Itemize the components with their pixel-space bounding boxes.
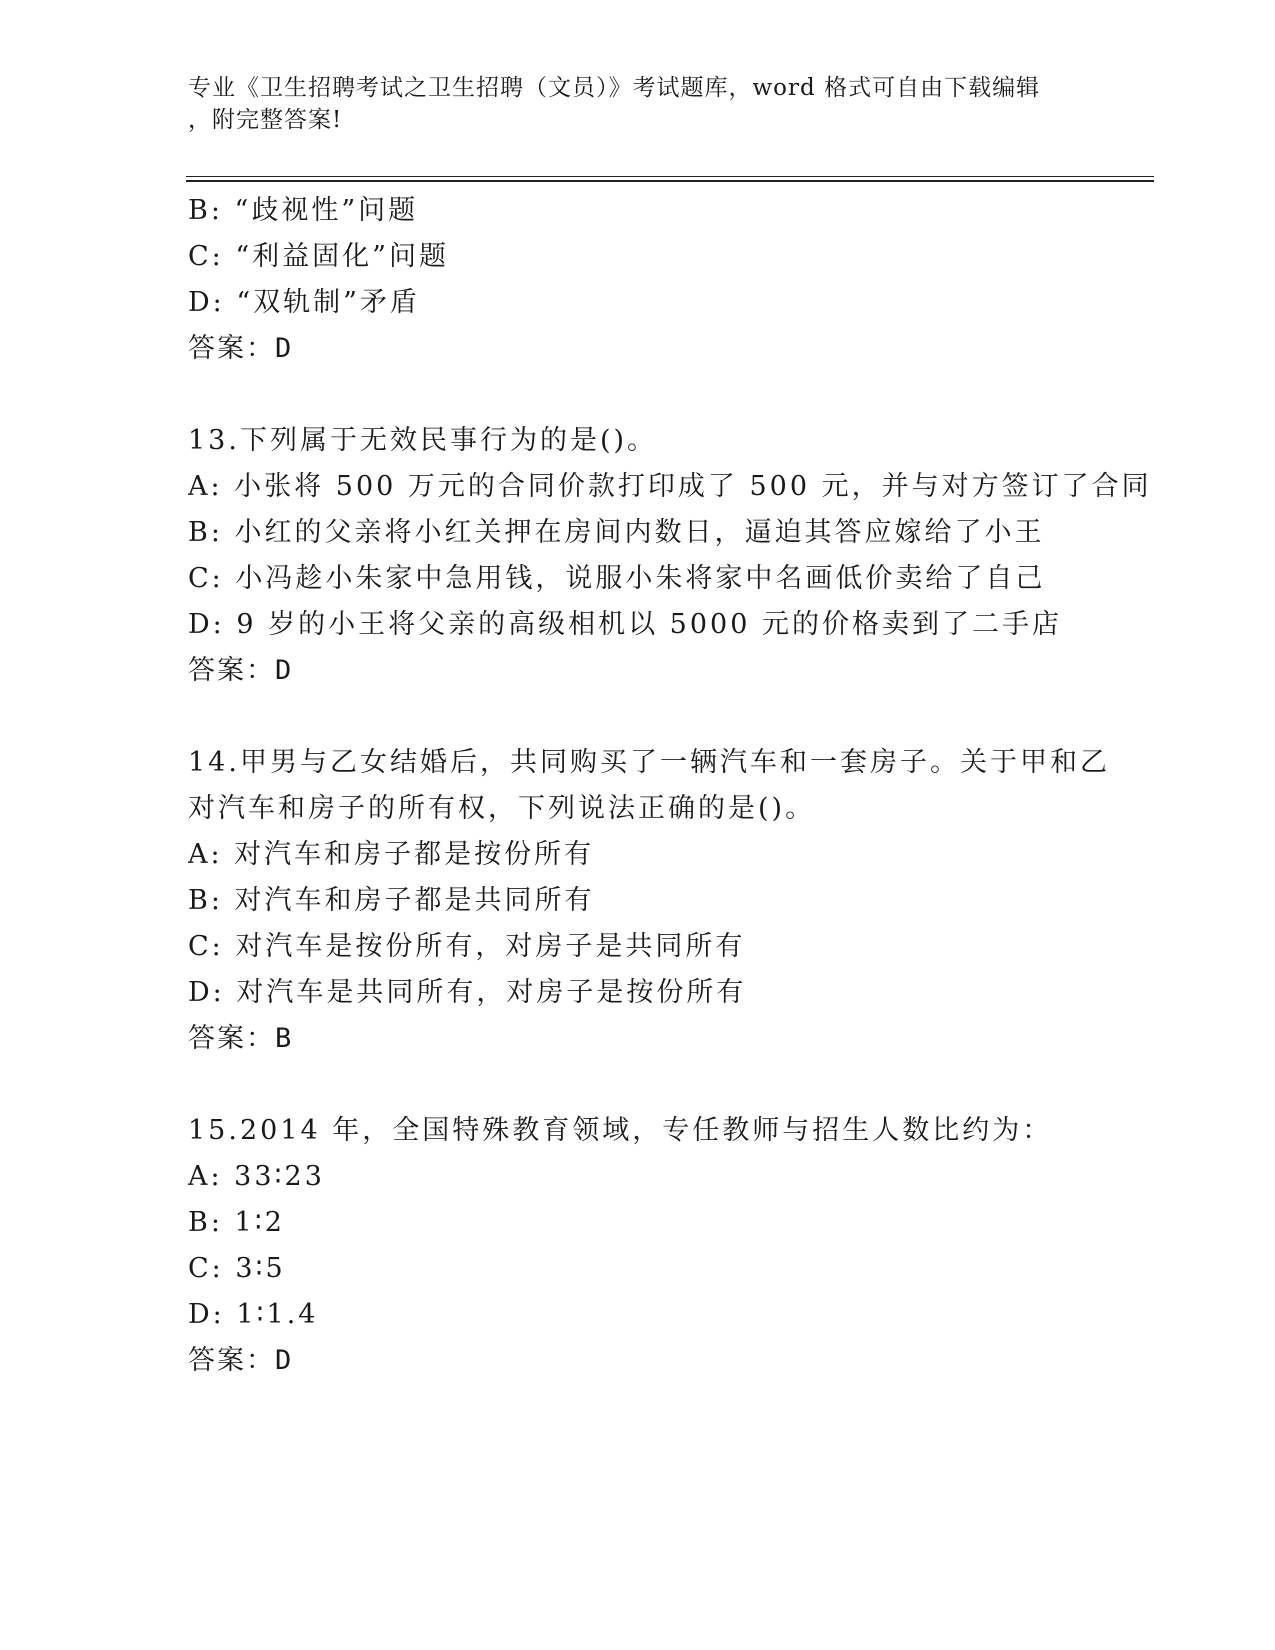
option-d: D: 1∶1.4 [188, 1299, 319, 1330]
option-c: C: 小冯趁小朱家中急用钱，说服小朱将家中名画低价卖给了自己 [188, 563, 1046, 594]
header-line-1: 专业《卫生招聘考试之卫生招聘（文员）》考试题库，word 格式可自由下载编辑 [188, 75, 1041, 101]
option-c: C: “利益固化”问题 [188, 241, 449, 272]
option-d: D: 9 岁的小王将父亲的高级相机以 5000 元的价格卖到了二手店 [188, 609, 1062, 640]
option-a: A: 33∶23 [188, 1161, 325, 1192]
question-15 [188, 1108, 1088, 1384]
option-a: A: 对汽车和房子都是按份所有 [188, 839, 595, 870]
question-list [188, 188, 1152, 1384]
option-d: D: 对汽车是共同所有，对房子是按份所有 [188, 977, 747, 1008]
question-text: 15.2014 年，全国特殊教育领域，专任教师与招生人数比约为： [188, 1115, 1053, 1146]
option-b: B: 1∶2 [188, 1207, 285, 1238]
option-d: D: “双轨制”矛盾 [188, 287, 420, 318]
question-13 [188, 418, 1152, 694]
option-b: B: 对汽车和房子都是共同所有 [188, 885, 595, 916]
document-header [188, 72, 1068, 136]
spacer [188, 694, 1088, 740]
option-a: A: 小张将 500 万元的合同价款打印成了 500 元，并与对方签订了合同 [188, 471, 1152, 502]
question-text: 13.下列属于无效民事行为的是()。 [188, 425, 658, 456]
answer-line: 答案：D [188, 1345, 294, 1376]
question-text-line-1: 14.甲男与乙女结婚后，共同购买了一辆汽车和一套房子。关于甲和乙 [188, 747, 1110, 778]
option-b: B: “歧视性”问题 [188, 195, 419, 226]
answer-line: 答案：B [188, 1023, 294, 1054]
option-c: C: 3∶5 [188, 1253, 286, 1284]
question-12-tail [188, 188, 1088, 372]
spacer [188, 1062, 1088, 1108]
header-line-2: ，附完整答案! [188, 107, 343, 133]
question-14 [188, 740, 1110, 1062]
header-divider-top [186, 176, 1154, 177]
header-divider-bottom [186, 180, 1154, 182]
question-text-line-2: 对汽车和房子的所有权，下列说法正确的是()。 [188, 793, 816, 824]
option-b: B: 小红的父亲将小红关押在房间内数日，逼迫其答应嫁给了小王 [188, 517, 1045, 548]
answer-line: 答案：D [188, 655, 294, 686]
spacer [188, 372, 1088, 418]
answer-line: 答案：D [188, 333, 294, 364]
option-c: C: 对汽车是按份所有，对房子是共同所有 [188, 931, 746, 962]
